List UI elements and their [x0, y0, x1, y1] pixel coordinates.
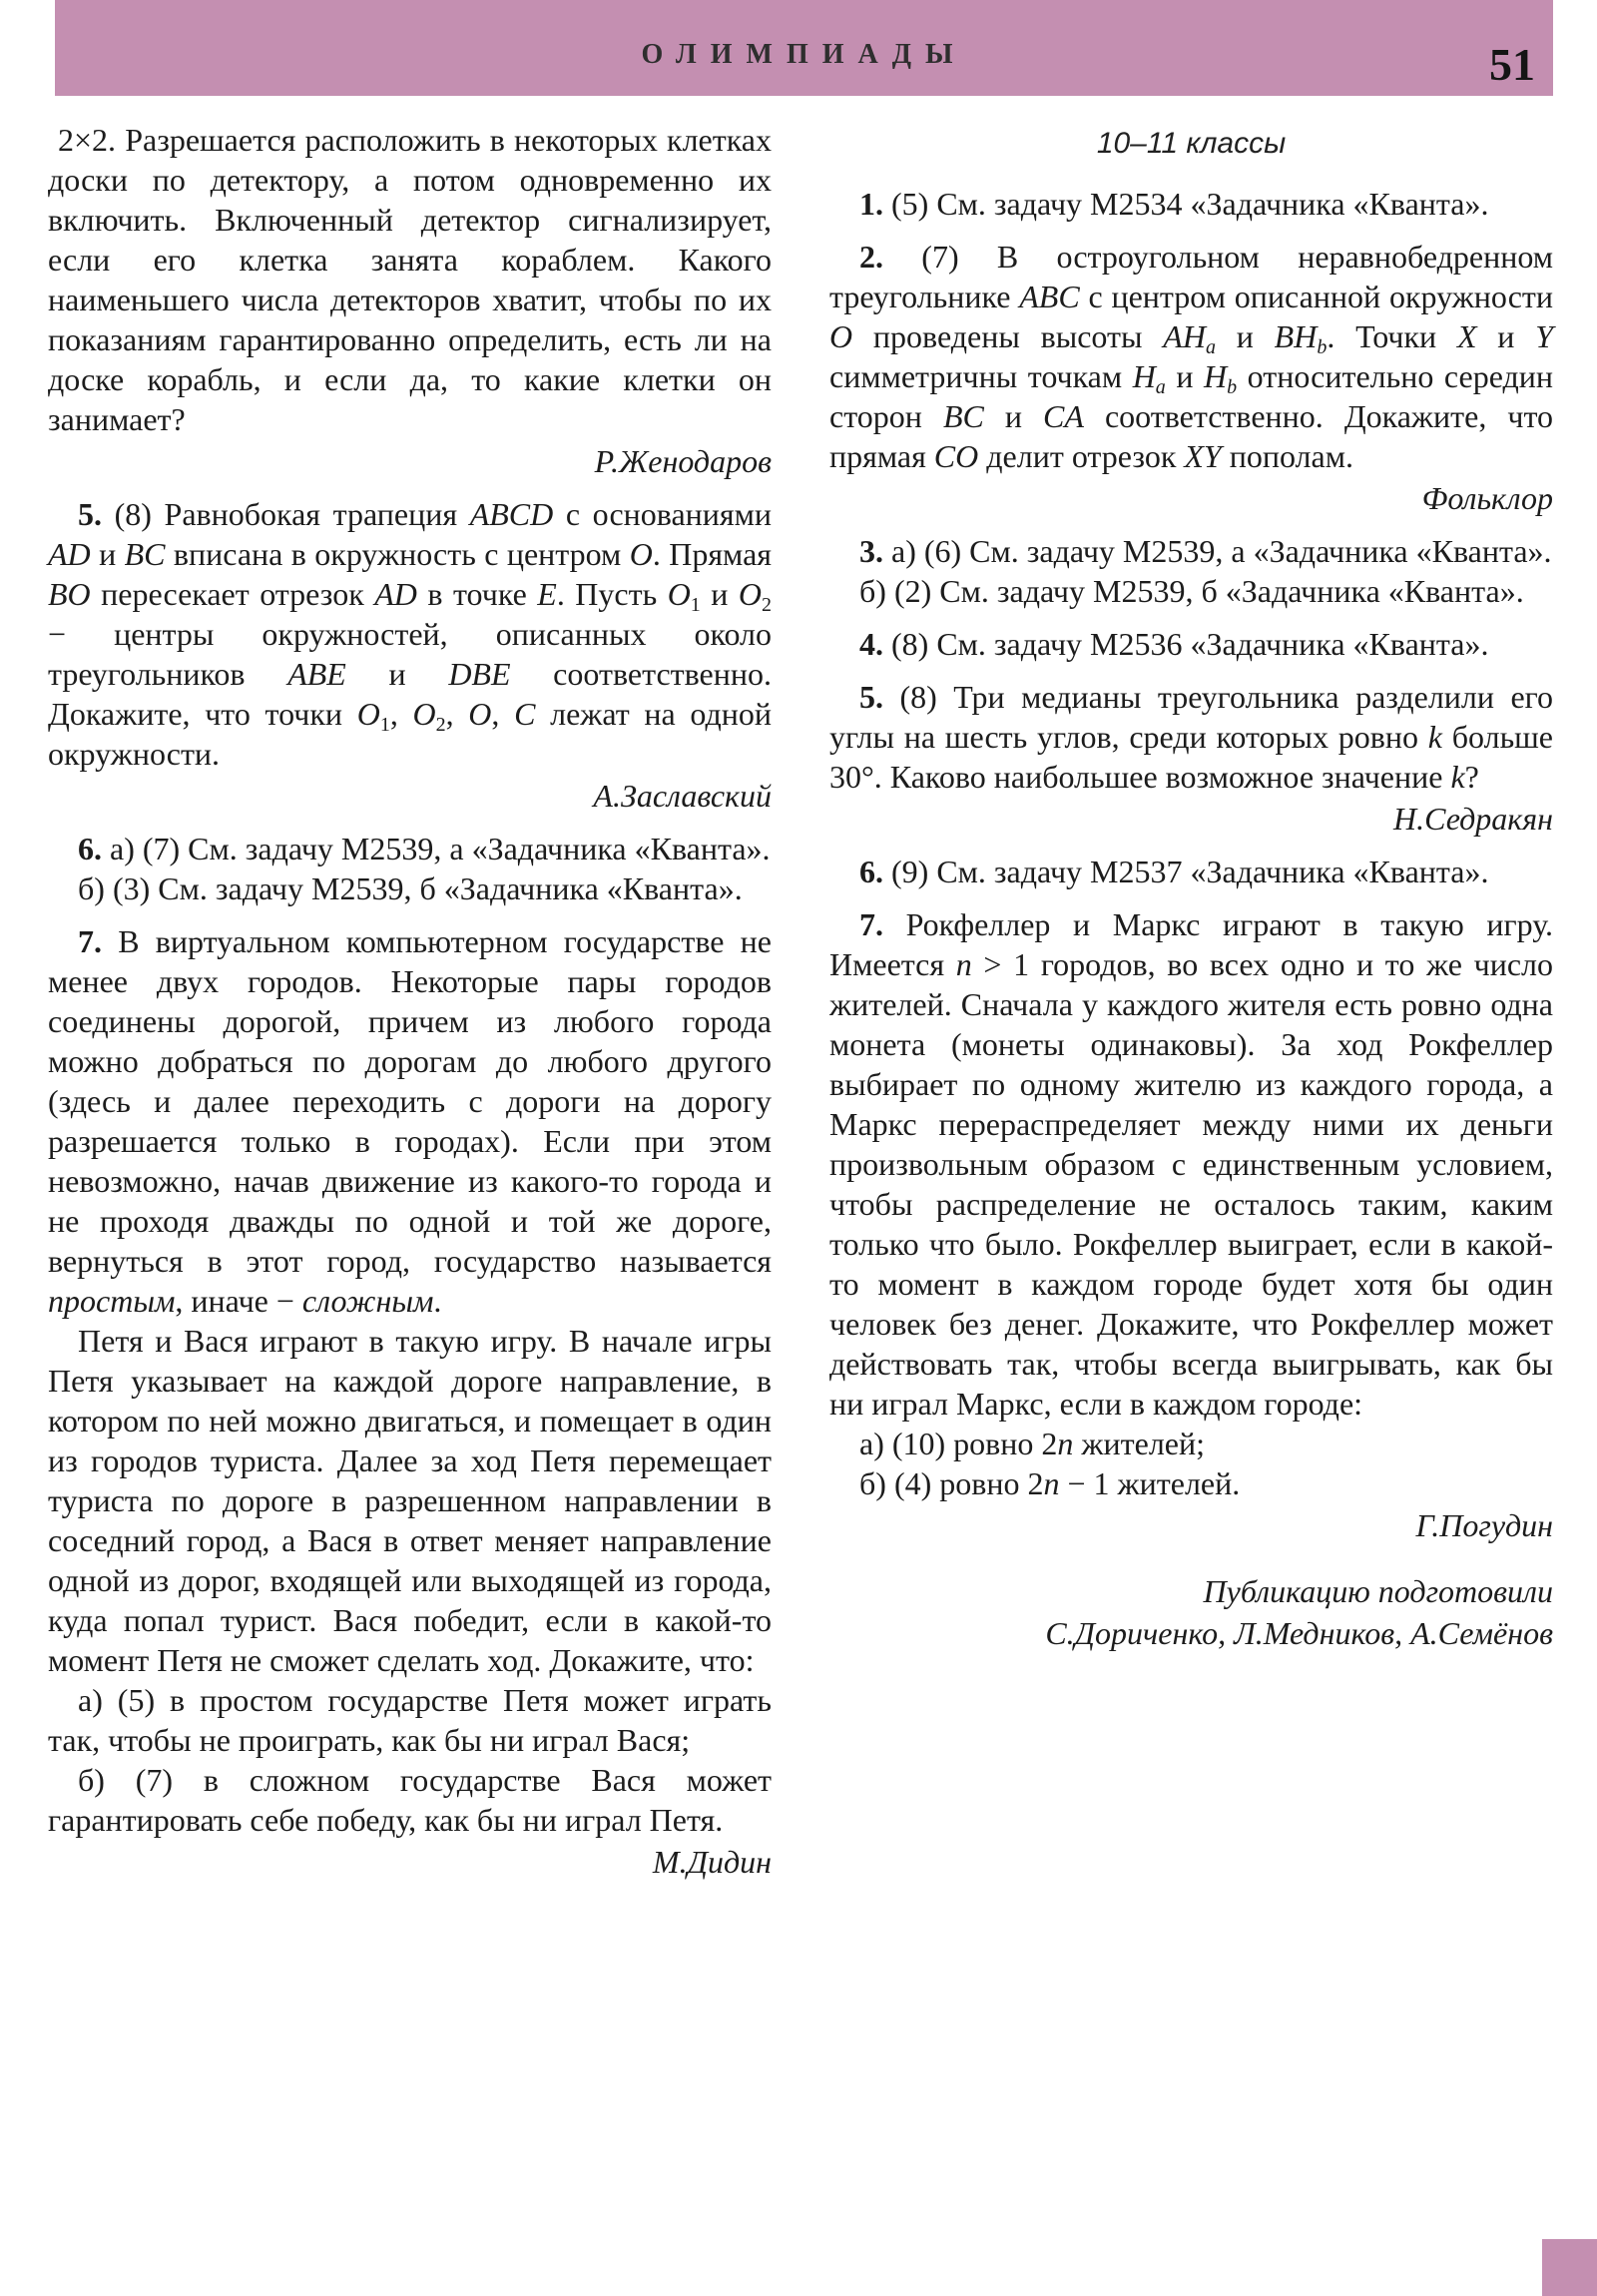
problem-7: 7. В виртуальном компьютерном государстве не менее двух городов. Некоторые пары городов соединены дорогой, причем из любого города можно добраться по дорогам до любого другого (здесь и далее переходить с дороги на дорогу разрешается только в городах). Если при этом невозможно, начав движение из какого-то города и не проходя дважды по одной и той же дороге, вернуться в этот город, государство называется простым, иначе − сложным.: [48, 923, 772, 1319]
publication-note: Публикацию подготовили: [1203, 1573, 1553, 1609]
right-column: [829, 120, 1553, 1882]
page-title: ОЛИМПИАДЫ: [641, 39, 967, 70]
author-folklore: Фольклор: [1421, 480, 1553, 516]
problem-2: 2. (7) В остроугольном неравнобедренном треугольнике ABC с центром описанной окружности O проведены высоты $AH_a$ и $BH_b$. Точки X и Y симметричны точкам $H_a$ и $H_b$ относительно середин сторон BC и CA соответственно. Докажите, что прямая CO делит отрезок XY пополам.: [829, 239, 1554, 474]
problem-7a: а) (10) ровно 2n жителей;: [859, 1426, 1206, 1461]
publication-authors: С.Дориченко, Л.Медников, А.Семёнов: [1045, 1615, 1553, 1651]
problem-7a: а) (5) в простом государстве Петя может играть так, чтобы не проиграть, как бы ни играл Вася;: [48, 1682, 772, 1758]
problem-1: 1. (5) См. задачу М2534 «Задачника «Кванта».: [859, 186, 1489, 222]
continued-problem-text: 2×2. Разрешается расположить в некоторых клетках доски по детектору, а потом одновременно их включить. Включенный детектор сигнализирует, если его клетка занята кораблем. Какого наименьшего числа детекторов хватит, чтобы по их показаниям гарантированно определить, есть ли на доске корабль, и если да, то какие клетки он занимает?: [48, 122, 772, 437]
problem-6a: 6. а) (7) См. задачу М2539, а «Задачника «Кванта».: [78, 831, 771, 866]
author-zaslavsky: А.Заславский: [593, 778, 772, 814]
author-zhenodarov: Р.Женодаров: [594, 443, 772, 479]
page-number: 51: [1489, 39, 1535, 90]
problem-5: 5. (8) Три медианы треугольника разделили его углы на шесть углов, среди которых ровно k больше 30°. Каково наибольшее возможное значение k?: [829, 679, 1554, 795]
problem-7-game: Петя и Вася играют в такую игру. В начале игры Петя указывает на каждой дороге направление, в котором по ней можно двигаться, и помещает в один из городов туриста. Далее за ход Петя перемещает туриста по дороге в разрешенном направлении в соседний город, а Вася в ответ меняет направление одной из дорог, входящей или выходящей из города, куда попал турист. Вася победит, если в какой-то момент Петя не сможет сделать ход. Докажите, что:: [48, 1323, 772, 1678]
problem-6: 6. (9) См. задачу М2537 «Задачника «Кванта».: [859, 854, 1489, 889]
author-sedrakyan: Н.Седракян: [1393, 801, 1553, 837]
left-column: [48, 120, 772, 1882]
two-column-layout: [48, 120, 1553, 1882]
problem-3b: б) (2) См. задачу М2539, б «Задачника «Кванта».: [859, 573, 1524, 609]
problem-4: 4. (8) См. задачу М2536 «Задачника «Кванта».: [859, 626, 1489, 662]
problem-5: 5. (8) Равнобокая трапеция ABCD с основаниями AD и BC вписана в окружность с центром O. Прямая BO пересекает отрезок AD в точке E. Пусть $O_1$ и $O_2$ − центры окружностей, описанных около треугольников ABE и DBE соответственно. Докажите, что точки $O_1$, $O_2$, O, C лежат на одной окружности.: [48, 496, 773, 772]
problem-3a: 3. а) (6) См. задачу М2539, а «Задачника «Кванта».: [859, 533, 1552, 569]
grades-heading: 10–11 классы: [1096, 127, 1287, 160]
problem-7: 7. Рокфеллер и Маркс играют в такую игру. Имеется n > 1 городов, во всех одно и то же число жителей. Сначала у каждого жителя есть ровно одна монета (монеты одинаковы). За ход Рокфеллер выбирает по одному жителю из каждого города, а Маркс перераспределяет между ними их деньги произвольным образом с единственным условием, чтобы распределение не осталось таким, каким только что было. Рокфеллер выиграет, если в какой-то момент в каждом городе будет хотя бы один человек без денег. Докажите, что Рокфеллер может действовать так, чтобы всегда выигрывать, как бы ни играл Маркс, если в каждом городе:: [829, 906, 1554, 1422]
problem-7b: б) (4) ровно 2n − 1 жителей.: [859, 1465, 1241, 1501]
problem-6b: б) (3) См. задачу М2539, б «Задачника «Кванта».: [78, 870, 743, 906]
problem-7b: б) (7) в сложном государстве Вася может гарантировать себе победу, как бы ни играл Петя.: [48, 1762, 772, 1838]
bottom-right-accent: [1542, 2239, 1597, 2296]
author-didin: М.Дидин: [652, 1844, 772, 1880]
author-pogudin: Г.Погудин: [1415, 1507, 1553, 1543]
header-bar: [55, 0, 1553, 96]
